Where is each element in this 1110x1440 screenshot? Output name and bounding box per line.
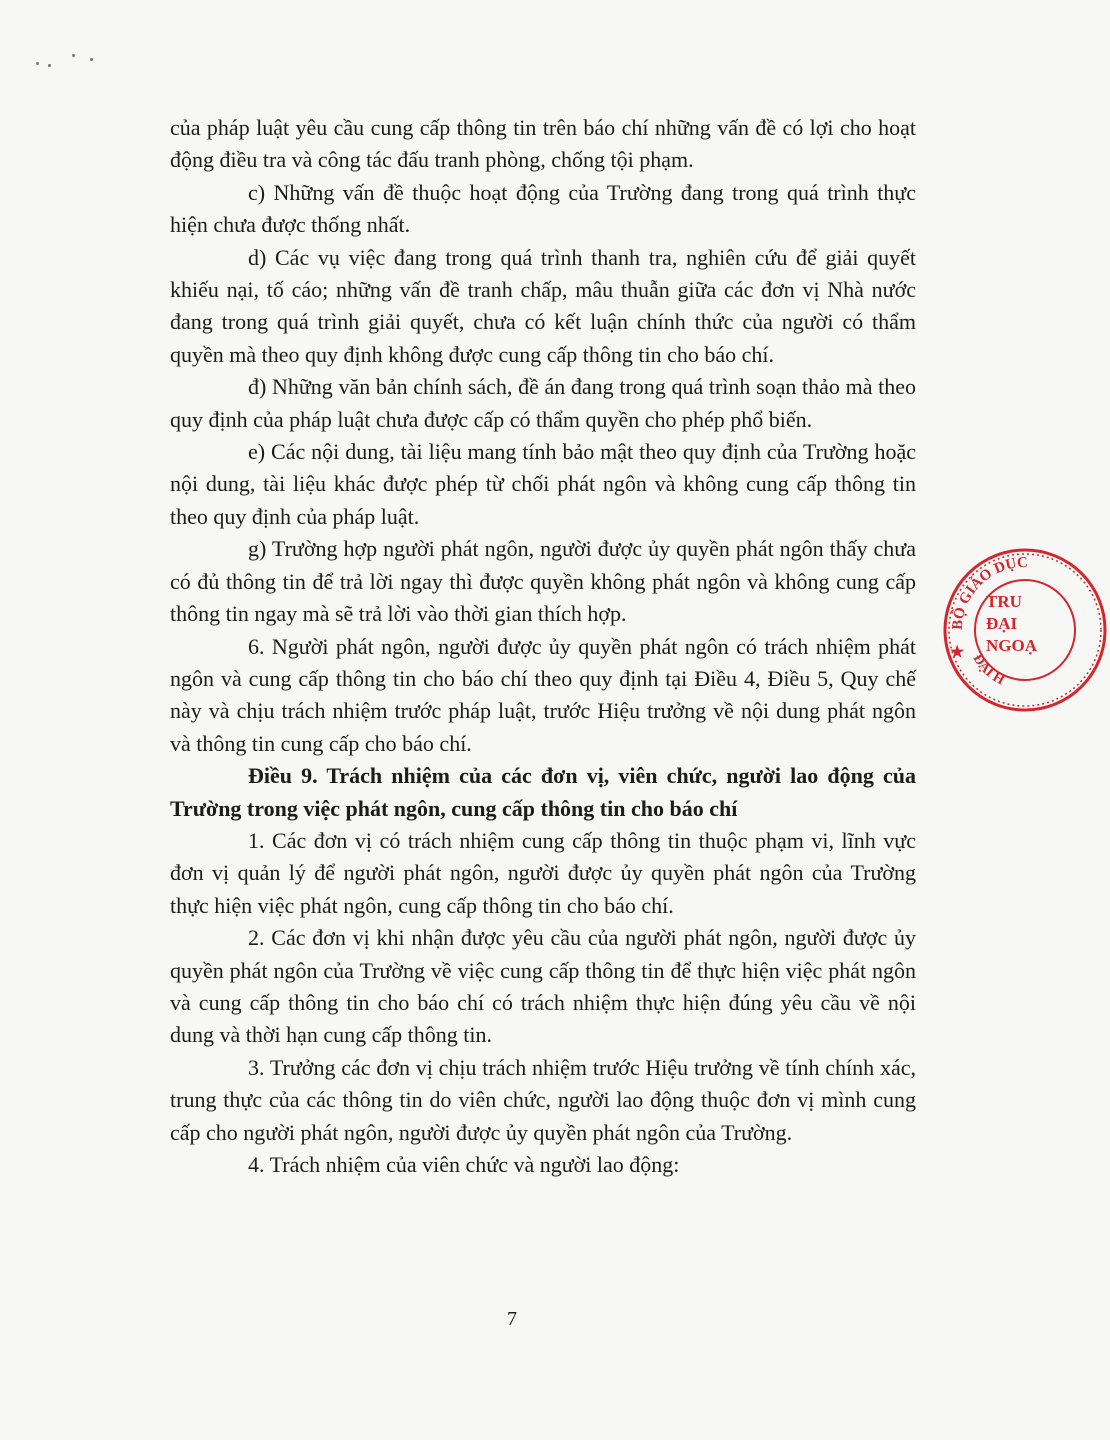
seal-star-icon: ★ [950,644,965,661]
article-9-clause-1: 1. Các đơn vị có trách nhiệm cung cấp thông tin thuộc phạm vi, lĩnh vực đơn vị quản lý để người phát ngôn, người được ủy quyền phát ngôn của Trường thực hiện việc phát ngôn, cung cấp thông tin cho báo chí. [170,827,916,918]
document-body [170,112,916,1181]
article-9-clause-4: 4. Trách nhiệm của viên chức và người lao động: [248,1152,680,1177]
seal-text-bottom: ĐẠI H [969,651,1007,689]
paragraph-item-e: e) Các nội dung, tài liệu mang tính bảo mật theo quy định của Trường hoặc nội dung, tài liệu khác được phép từ chối phát ngôn và không cung cấp thông tin theo quy định của pháp luật. [170,439,916,529]
official-seal [940,545,1037,715]
seal-text-top: BỘ GIÁO DỤC [949,554,1029,631]
seal-text-line-3: NGOẠ [986,636,1037,655]
scan-artifact [30,48,110,72]
seal-stamp [940,545,1110,715]
page-number: 7 [507,1308,517,1330]
paragraph-continuation: của pháp luật yêu cầu cung cấp thông tin trên báo chí những vấn đề có lợi cho hoạt động điều tra và công tác đấu tranh phòng, chống tội phạm. [170,115,916,173]
paragraph-item-c: c) Những vấn đề thuộc hoạt động của Trường đang trong quá trình thực hiện chưa được thống nhất. [170,179,916,238]
article-9-heading: Điều 9. Trách nhiệm của các đơn vị, viên chức, người lao động của Trường trong việc phát ngôn, cung cấp thông tin cho báo chí [170,763,916,821]
paragraph-item-d: d) Các vụ việc đang trong quá trình thanh tra, nghiên cứu để giải quyết khiếu nại, tố cáo; những vấn đề tranh chấp, mâu thuẫn giữa các đơn vị Nhà nước đang trong quá trình giải quyết, chưa có kết luận chính thức của người có thẩm quyền mà theo quy định không được cung cấp thông tin cho báo chí. [170,244,916,367]
article-9-clause-2: 2. Các đơn vị khi nhận được yêu cầu của người phát ngôn, người được ủy quyền phát ngôn của Trường về việc cung cấp thông tin để thực hiện việc phát ngôn và cung cấp thông tin cho báo chí có trách nhiệm thực hiện đúng yêu cầu về nội dung và thời hạn cung cấp thông tin. [170,925,916,1048]
paragraph-clause-6: 6. Người phát ngôn, người được ủy quyền phát ngôn có trách nhiệm phát ngôn và cung cấp thông tin cho báo chí theo quy định tại Điều 4, Điều 5, Quy chế này và chịu trách nhiệm trước pháp luật, trước Hiệu trưởng về nội dung phát ngôn và thông tin cung cấp cho báo chí. [170,633,916,756]
seal-text-line-1: TRU [986,592,1022,611]
seal-text-line-2: ĐẠI [986,614,1018,633]
paragraph-item-dd: đ) Những văn bản chính sách, đề án đang trong quá trình soạn thảo mà theo quy định của pháp luật chưa được cấp có thẩm quyền cho phép phổ biến. [170,374,916,432]
paragraph-item-g: g) Trường hợp người phát ngôn, người được ủy quyền phát ngôn thấy chưa có đủ thông tin để trả lời ngay thì được quyền không phát ngôn và không cung cấp thông tin ngay mà sẽ trả lời vào thời gian thích hợp. [170,536,916,627]
article-9-clause-3: 3. Trưởng các đơn vị chịu trách nhiệm trước Hiệu trưởng về tính chính xác, trung thực của các thông tin do viên chức, người lao động thuộc đơn vị mình cung cấp cho người phát ngôn, người được ủy quyền phát ngôn của Trường. [170,1054,916,1145]
